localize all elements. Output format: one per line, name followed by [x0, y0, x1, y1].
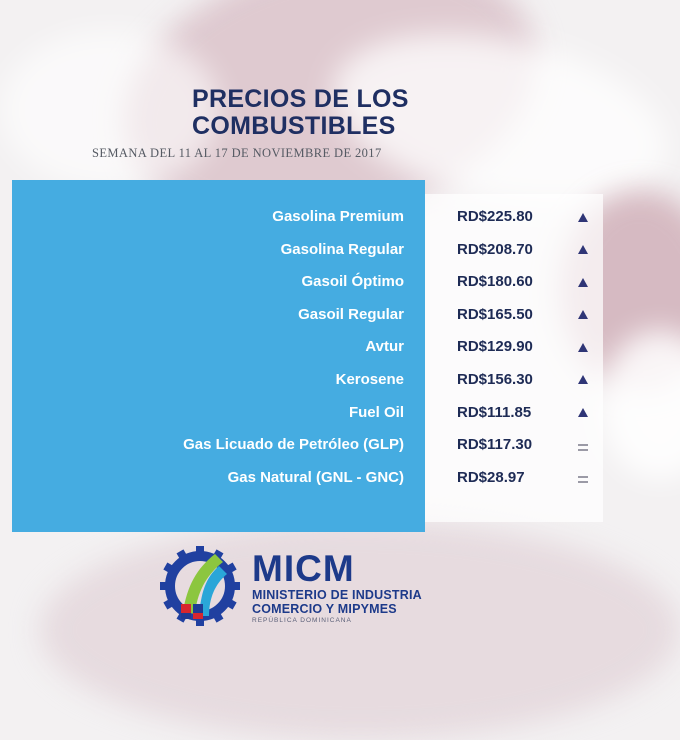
background-blur — [0, 30, 220, 190]
trend-up-icon — [576, 406, 590, 420]
fuel-row — [0, 433, 680, 466]
fuel-name: Fuel Oil — [348, 403, 404, 421]
trend-up-icon — [576, 275, 590, 289]
fuel-name: Gasolina Premium — [272, 208, 404, 225]
gear-flag-logo-icon — [157, 542, 243, 628]
page-title: PRECIOS DE LOS COMBUSTIBLES — [192, 85, 409, 140]
fuel-row — [0, 205, 680, 238]
fuel-name: Gas Natural (GNL - GNC) — [227, 468, 404, 486]
trend-up-icon — [576, 373, 590, 387]
logo-org-line-1: MINISTERIO DE INDUSTRIA — [252, 588, 422, 602]
fuel-price: RD$208.70 — [457, 240, 533, 258]
logo-brand: MICM — [252, 548, 355, 589]
fuel-price: RD$225.80 — [457, 208, 533, 225]
fuel-row — [0, 401, 680, 434]
fuel-name: Kerosene — [335, 370, 404, 388]
fuel-price: RD$180.60 — [457, 273, 533, 291]
trend-up-icon — [576, 340, 590, 354]
fuel-price: RD$28.97 — [457, 468, 525, 486]
fuel-row — [0, 238, 680, 271]
fuel-name: Avtur — [365, 338, 404, 356]
trend-equal-icon — [576, 471, 590, 485]
logo-org-line-2: COMERCIO Y MIPYMES — [252, 602, 397, 616]
fuel-price: RD$117.30 — [457, 436, 533, 454]
fuel-name: Gasolina Regular — [280, 240, 404, 258]
trend-up-icon — [576, 243, 590, 257]
fuel-price: RD$156.30 — [457, 370, 533, 388]
fuel-price-list — [0, 205, 680, 498]
fuel-price: RD$111.85 — [457, 403, 532, 421]
logo-country: REPÚBLICA DOMINICANA — [252, 617, 352, 624]
logo-text — [252, 550, 422, 626]
fuel-price: RD$165.50 — [457, 305, 533, 323]
fuel-name: Gas Licuado de Petróleo (GLP) — [183, 436, 404, 454]
fuel-name: Gasoil Óptimo — [301, 273, 404, 291]
fuel-row — [0, 303, 680, 336]
trend-up-icon — [576, 210, 590, 224]
trend-equal-icon — [576, 438, 590, 452]
fuel-price: RD$129.90 — [457, 338, 533, 356]
fuel-row — [0, 368, 680, 401]
fuel-name: Gasoil Regular — [298, 305, 404, 323]
trend-up-icon — [576, 308, 590, 322]
fuel-row — [0, 466, 680, 499]
fuel-row — [0, 335, 680, 368]
week-subtitle: SEMANA DEL 11 AL 17 DE NOVIEMBRE DE 2017 — [92, 146, 382, 160]
fuel-row — [0, 270, 680, 303]
